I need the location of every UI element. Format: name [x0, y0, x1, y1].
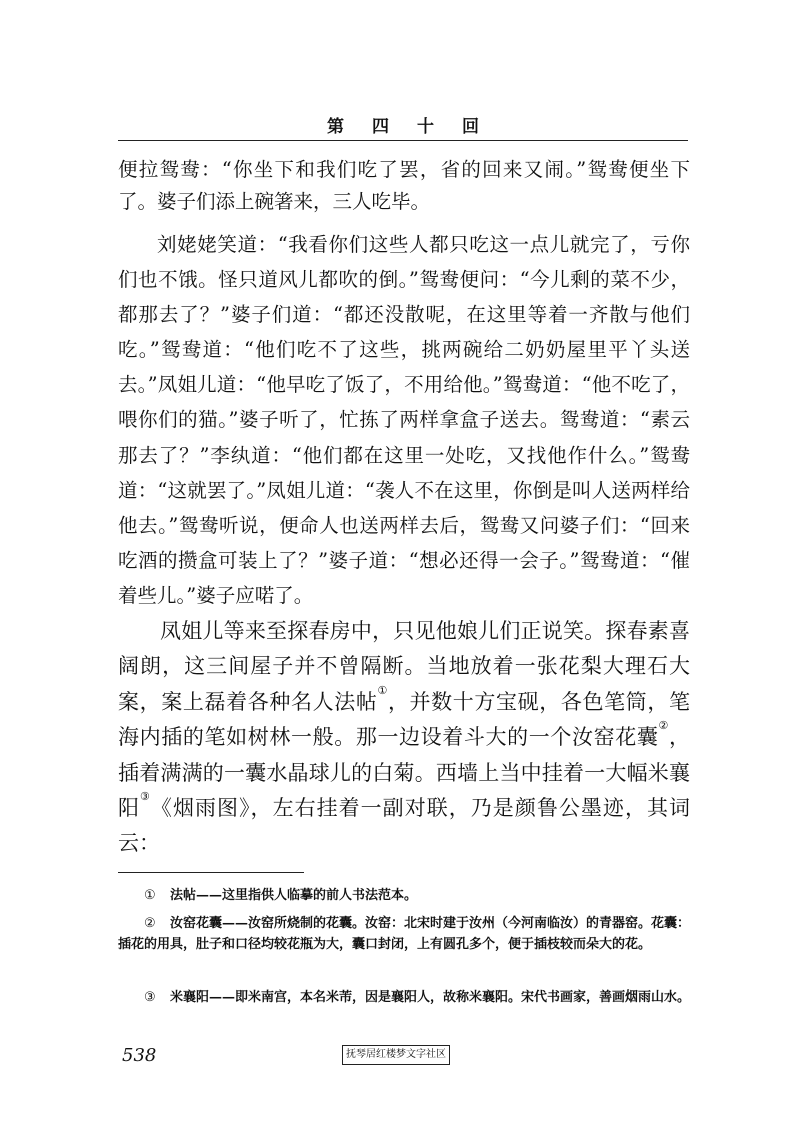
paragraph-2: 刘姥姥笑道：“我看你们这些人都只吃这一点儿就完了，亏你们也不饿。怪只道风儿都吹的倒。”鸳鸯便问：“今儿剩的菜不少，都那去了？”婆子们道：“都还没散呢，在这里等着一齐散与他们吃。”鸳鸯道：“他们吃不了这些，挑两碗给二奶奶屋里平丫头送去。”凤姐儿道：“他早吃了饭了，不用给他。”鸳鸯道：“他不吃了，喂你们的猫。”婆子听了，忙拣了两样拿盒子送去。鸳鸯道：“素云那去了？”李纨道：“他们都在这里一处吃，又找他作什么。”鸳鸯道：“这就罢了。”凤姐儿道：“袭人不在这里，你倒是叫人送两样给他去。”鸳鸯听说，便命人也送两样去后，鸳鸯又问婆子们：“回来吃酒的攒盒可装上了？”婆子道：“想必还得一会子。”鸳鸯道：“催着些儿。”婆子应喏了。 — [118, 233, 690, 607]
paragraph-3-text-b: ，并数十方宝砚，各色笔筒，笔海内插的笔如树林一般。那一边设着斗大的一个汝窑花囊 — [118, 689, 690, 750]
footnote-marker-2: ② — [658, 719, 669, 733]
footnote-marker-3: ③ — [140, 790, 151, 804]
watermark-stamp: 抚琴居红楼梦文字社区 — [342, 1045, 450, 1065]
chapter-header: 第四十回 — [327, 117, 507, 137]
footnote-1-mark: ① — [144, 888, 156, 903]
footnote-2-mark: ② — [144, 916, 156, 931]
footnote-rule — [118, 872, 304, 873]
footnote-2 — [118, 913, 690, 955]
footnote-1-text: 法帖——这里指供人临摹的前人书法范本。 — [170, 888, 418, 903]
paragraph-3-text-c: ，插着满满的一囊水晶球儿的白菊。西墙上当中挂着一大幅米襄阳 — [118, 725, 690, 821]
paragraph-3 — [118, 614, 690, 862]
page-number: 538 — [122, 1045, 157, 1066]
header-rule — [118, 140, 688, 141]
footnote-marker-1: ① — [377, 683, 388, 697]
footnote-3-mark: ③ — [144, 990, 156, 1005]
footnote-2-text: 汝窑花囊——汝窑所烧制的花囊。汝窑：北宋时建于汝州（今河南临汝）的青器窑。花囊：插花的用具，肚子和口径均较花瓶为大，囊口封闭，上有圆孔多个，便于插枝较而朵大的花。 — [118, 916, 691, 952]
paragraph-1: 便拉鸳鸯：“你坐下和我们吃了罢，省的回来又闹。”鸳鸯便坐下了。婆子们添上碗箸来，三人吃毕。 — [118, 158, 690, 213]
footnote-3 — [118, 987, 690, 1008]
footnote-1 — [118, 885, 690, 906]
paragraph-3-text-d: 《烟雨图》，左右挂着一副对联，乃是颜鲁公墨迹，其词云： — [118, 796, 690, 856]
paragraph-3-text-a: 凤姐儿等来至探春房中，只见他娘儿们正说笑。探春素喜阔朗，这三间屋子并不曾隔断。当地放着一张花梨大理石大案，案上磊着各种名人法帖 — [118, 619, 690, 714]
footnote-3-text: 米襄阳——即米南宫，本名米芾，因是襄阳人，故称米襄阳。宋代书画家，善画烟雨山水。 — [170, 990, 691, 1005]
